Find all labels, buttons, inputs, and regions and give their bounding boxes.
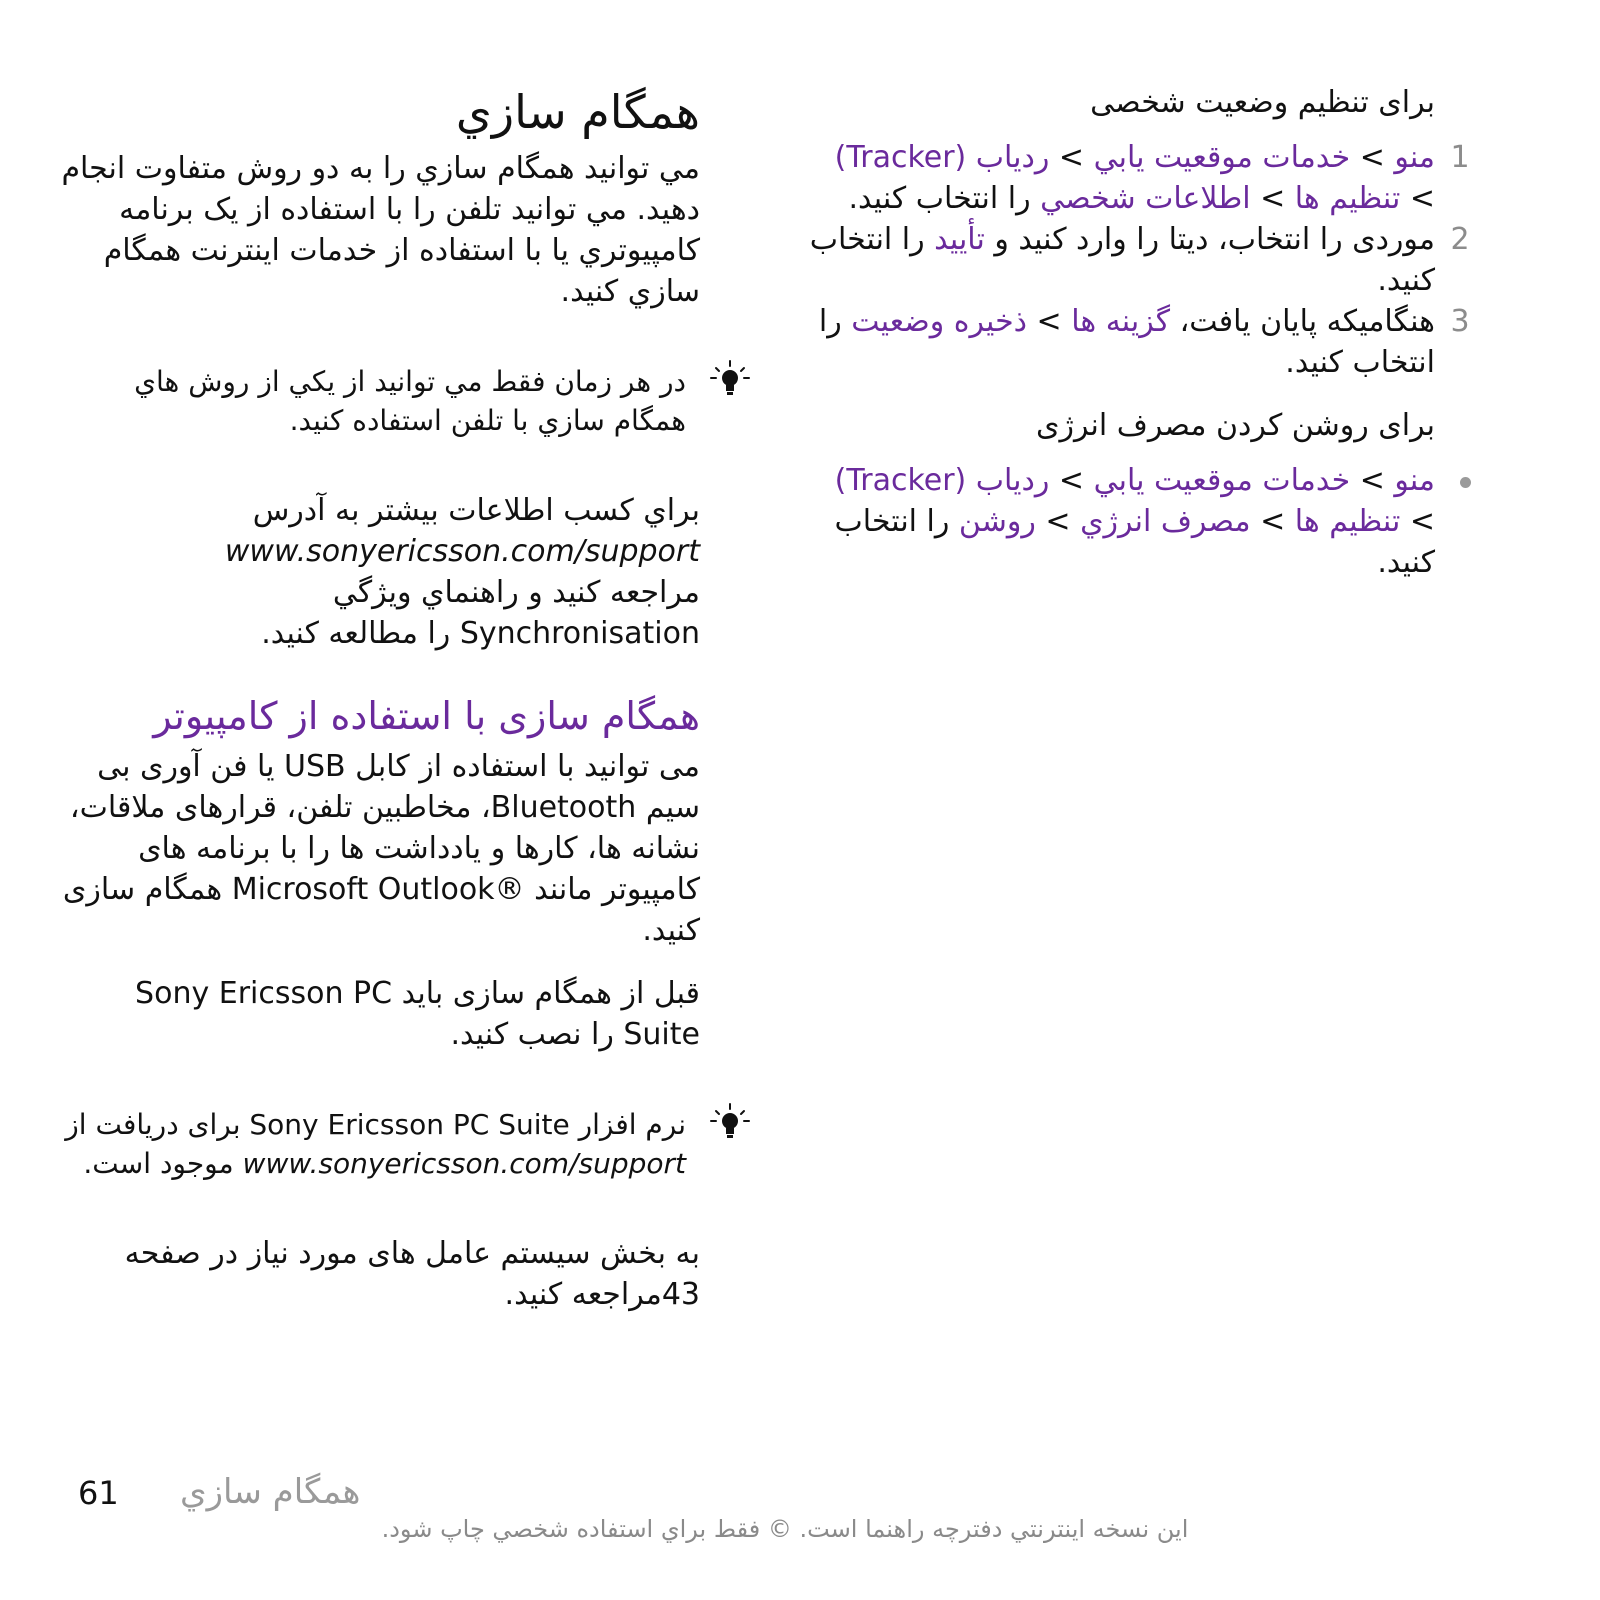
menu-path-link[interactable]: ردياب (Tracker)	[834, 140, 1050, 175]
menu-path-link[interactable]: روشن	[958, 504, 1036, 539]
req-text-b: مراجعه کنيد.	[504, 1277, 662, 1312]
suite-text-c: را نصب کنيد.	[450, 1017, 624, 1052]
instruction-text: را انتخاب کنيد.	[848, 181, 1041, 216]
instruction-text: >	[1400, 181, 1435, 216]
feature-name: Synchronisation	[459, 616, 700, 651]
tip-one-text: در هر زمان فقط مي توانيد از يکي از روش هاي همگام سازي با تلفن استفاده کنيد.	[134, 365, 686, 437]
step-item	[805, 219, 1470, 301]
personal-status-steps	[805, 137, 1470, 383]
lightbulb-icon	[708, 1101, 752, 1145]
tip2-support-url[interactable]: www.sonyericsson.com/support	[242, 1147, 686, 1180]
bullet-dot-icon	[1460, 477, 1471, 488]
menu-path-link[interactable]: مصرف انرژي	[1080, 504, 1251, 539]
menu-path-link[interactable]: تنظيم ها	[1294, 181, 1401, 216]
instruction-text: >	[1350, 140, 1395, 175]
tip-two-text	[60, 1105, 686, 1183]
instruction-text: هنگاميکه پايان يافت،	[1170, 304, 1435, 339]
tip2-text-a: نرم افزار	[569, 1108, 686, 1141]
tip2-text-c: موجود است.	[83, 1147, 243, 1180]
intro-paragraph: مي توانيد همگام سازي را به دو روش متفاوت انجام دهيد. مي توانيد تلفن را با استفاده از يک برنامه کامپيوتري يا با استفاده از خدمات اينترنت همگام سازي کنيد.	[61, 151, 700, 309]
section-title-pc-sync: همگام سازی با استفاده از کامپيوتر	[153, 694, 700, 738]
pc-text-d: همگام سازی کنيد.	[62, 872, 700, 948]
instruction-text: >	[1350, 463, 1395, 498]
usb-label: USB	[284, 749, 346, 784]
suite-text-a: قبل از همگام سازی بايد	[392, 976, 700, 1011]
power-save-heading: برای روشن کردن مصرف انرژی	[1036, 408, 1435, 443]
step-number: 1	[1450, 140, 1470, 175]
instruction-text: >	[1049, 140, 1094, 175]
info-after: مراجعه کنيد و راهنماي ويژگي	[332, 575, 700, 610]
menu-path-link[interactable]: تنظيم ها	[1294, 504, 1401, 539]
menu-path-link[interactable]: خدمات موقعيت يابي	[1093, 140, 1351, 175]
step-text	[810, 222, 1435, 298]
menu-path-link[interactable]: ردياب (Tracker)	[834, 463, 1050, 498]
req-text-a: به بخش سيستم عامل های مورد نياز در صفحه	[124, 1236, 700, 1271]
tip2-text-b: برای دريافت از	[65, 1108, 250, 1141]
instruction-text: را انتخاب کنيد.	[818, 304, 1435, 380]
pc-text-c: ، مخاطبين تلفن، قرارهای ملاقات، نشانه ها، کارها و يادداشت ها را با برنامه های کامپيوتر مانند	[69, 790, 700, 907]
footer-section-title: همگام سازي	[180, 1472, 361, 1512]
menu-path-link[interactable]: منو	[1394, 140, 1435, 175]
suite-text-b	[344, 976, 354, 1011]
brand-label: Sony Ericsson	[135, 976, 344, 1011]
tip-two	[60, 1105, 700, 1183]
footer-note: اين نسخه اينترنتي دفترچه راهنما است. © فقط براي استفاده شخصي چاپ شود.	[381, 1515, 1189, 1543]
step-text	[819, 304, 1435, 380]
menu-path-link[interactable]: ذخيره وضعيت	[851, 304, 1027, 339]
pc-text-b: يا فن آوری بی سيم	[97, 749, 700, 825]
left-column	[60, 82, 700, 1315]
instruction-text: موردی را انتخاب، ديتا را وارد کنيد و	[984, 222, 1435, 257]
pc-suite-label: PC Suite	[353, 976, 700, 1052]
step-text	[835, 140, 1435, 216]
outlook-label: Microsoft Outlook®	[231, 872, 525, 907]
instruction-text: را انتخاب کنيد.	[809, 222, 1435, 298]
instruction-text: را انتخاب کنيد.	[834, 504, 1435, 580]
lightbulb-icon	[708, 358, 752, 402]
pc-text-a: می توانيد با استفاده از کابل	[345, 749, 700, 784]
menu-path-link[interactable]: اطلاعات شخصي	[1040, 181, 1251, 216]
tip-one	[60, 362, 700, 440]
info-after-b: را مطالعه کنيد.	[261, 616, 460, 651]
step-item	[805, 301, 1470, 383]
instruction-text: >	[1035, 504, 1081, 539]
pc-sync-paragraph	[60, 746, 700, 951]
menu-path-link[interactable]: منو	[1394, 463, 1435, 498]
requirements-paragraph	[60, 1233, 700, 1315]
instruction-text: >	[1250, 504, 1295, 539]
step-number: 3	[1450, 304, 1470, 339]
step-number: 2	[1450, 222, 1470, 257]
page-title: همگام سازي	[455, 85, 700, 139]
page-number: 61	[78, 1474, 119, 1512]
menu-path-link[interactable]: گزينه ها	[1071, 304, 1171, 339]
instruction-text: >	[1027, 304, 1072, 339]
support-url[interactable]: www.sonyericsson.com/support	[224, 534, 700, 569]
menu-path-link[interactable]: خدمات موقعيت يابي	[1093, 463, 1351, 498]
instruction-text: >	[1400, 504, 1435, 539]
menu-path-link[interactable]: تأييد	[934, 222, 985, 257]
power-save-bullet	[805, 460, 1435, 583]
info-paragraph	[60, 490, 700, 654]
product-label: Sony Ericsson PC Suite	[249, 1108, 570, 1141]
suite-paragraph	[60, 973, 700, 1055]
right-column	[805, 82, 1470, 583]
personal-status-heading: برای تنظیم وضعیت شخصی	[1090, 85, 1435, 120]
instruction-text: >	[1250, 181, 1295, 216]
power-save-instructions	[835, 463, 1435, 580]
instruction-text: >	[1049, 463, 1094, 498]
info-before: براي کسب اطلاعات بيشتر به آدرس	[252, 493, 700, 528]
req-page-ref[interactable]: 43	[661, 1277, 700, 1312]
step-item	[805, 137, 1470, 219]
bluetooth-label: Bluetooth	[490, 790, 637, 825]
